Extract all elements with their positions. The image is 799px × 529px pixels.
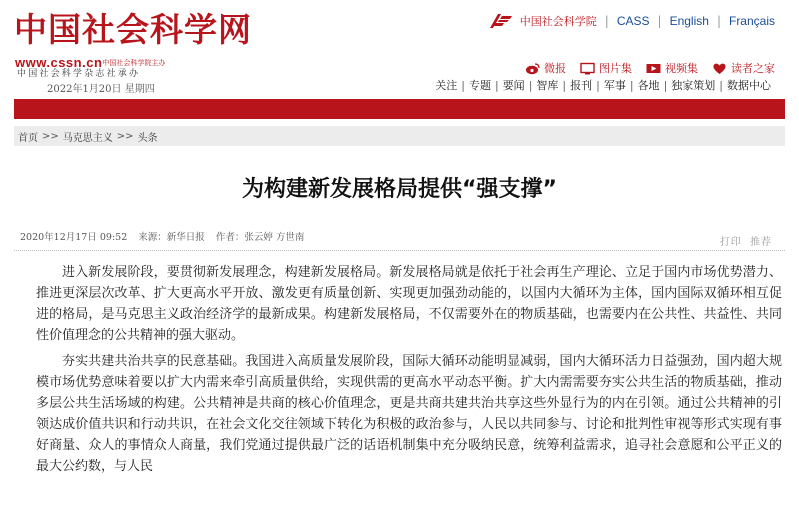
nav-red-bar [14,99,785,119]
divider: | [461,78,465,92]
photo-icon [580,62,595,75]
breadcrumb-separator: >> [42,130,59,142]
cass-logo-icon [488,12,514,30]
nav-item-topics[interactable]: 专题 [468,79,491,92]
nav-item-data-center[interactable]: 数据中心 [727,79,771,92]
video-link[interactable] [646,60,698,76]
nav-item-news[interactable]: 要闻 [502,79,525,92]
print-link[interactable]: 打印 [719,237,742,248]
divider: | [657,14,662,28]
cass-en-link[interactable]: CASS [616,14,650,28]
article-author: 作者：张云婷 方世南 [215,232,305,243]
breadcrumb [14,126,785,146]
weibo-link[interactable] [525,60,566,76]
article-title: 为构建新发展格局提供“强支撑” [242,177,557,202]
video-label: 视频集 [665,62,698,75]
cass-link[interactable]: 中国社会科学院 [519,15,597,28]
photo-label: 图片集 [599,62,632,75]
divider: | [629,78,634,92]
divider: | [663,78,668,92]
french-link[interactable]: Français [728,14,775,28]
divider: | [604,14,609,28]
nav-item-regions[interactable]: 各地 [637,79,660,92]
top-links [488,12,775,30]
article-body [36,262,782,482]
divider: | [596,78,600,92]
social-links [511,60,775,76]
header-date: 2022年1月20日 星期四 [47,84,155,95]
nav-item-follow[interactable]: 关注 [435,79,458,92]
divider: | [494,78,499,92]
breadcrumb-separator: >> [116,130,134,142]
nav-item-military[interactable]: 军事 [603,79,626,92]
divider: | [562,78,567,92]
article-paragraph: 夯实共建共治共享的民意基础。我国进入高质量发展阶段，国际大循环动能明显减弱，国内大循环活力日益强劲，国内超大规模市场优势意味着要以扩大内需来牵引高质量供给，实现供需的更高水平动态平衡。扩大内需需要夯实公共生活的物质基础，推动多层公共生活场域的构建。公共精神是共商的核心价值理念，更是共商共建共治共享这些外显行为的内在引领。通过公共精神的引领达成价值共识和行动共识，在社会文化交往领域下转化为积极的政治参与，人民以共同参与、讨论和批判性审视等形式实现有事好商量、众人的事情众人商量，我们党通过提供最广泛的话语机制集中充分吸纳民意，统筹利益需求，追寻社会意愿和公平正义的最大公约数，与人民 [36,354,782,474]
site-header [0,0,799,98]
weibo-label: 微报 [544,62,566,75]
article-meta [20,229,312,243]
weibo-icon [525,62,540,75]
reader-link[interactable] [712,60,775,76]
site-logo[interactable]: 中国社会科学网 [14,10,252,49]
divider: | [528,78,533,92]
reader-label: 读者之家 [731,62,775,75]
nav-item-exclusive[interactable]: 独家策划 [671,79,716,92]
nav-item-press[interactable]: 报刊 [570,79,593,92]
divider: | [716,14,721,28]
site-url-text[interactable]: www.cssn.cn [15,55,103,70]
main-nav [431,77,775,93]
article-date: 2020年12月17日 09:52 [20,232,128,243]
english-link[interactable]: English [669,14,709,28]
photo-link[interactable] [580,60,632,76]
article-tools [716,233,772,248]
breadcrumb-headline[interactable]: 头条 [137,132,158,144]
video-icon [646,62,661,75]
nav-item-thinktank[interactable]: 智库 [536,79,559,92]
article-source: 来源：新华日报 [138,232,205,243]
article-divider [14,250,785,251]
breadcrumb-marxism[interactable]: 马克思主义 [62,132,113,144]
recommend-link[interactable]: 推荐 [750,237,772,248]
breadcrumb-home[interactable]: 首页 [18,132,38,144]
site-publisher: 中国社会科学杂志社承办 [17,69,141,79]
site-sponsor: 中国社会科学院主办 [102,59,166,67]
divider: | [719,78,723,92]
reader-icon [712,62,727,75]
article-paragraph: 进入新发展阶段，要贯彻新发展理念，构建新发展格局。新发展格局就是依托于社会再生产理论、立足于国内市场优势潜力、推进更深层次改革、扩大更高水平开放、激发更有质量创新、实现更加强劲动能的，以国内大循环为主体，国内国际双循环相互促进的格局，是马克思主义政治经济学的最新成果。构建新发展格局，不仅需要外在的物质基础，也需要内在公共性、共益性、共同性价值理念的公共精神的强大驱动。 [36,265,782,343]
